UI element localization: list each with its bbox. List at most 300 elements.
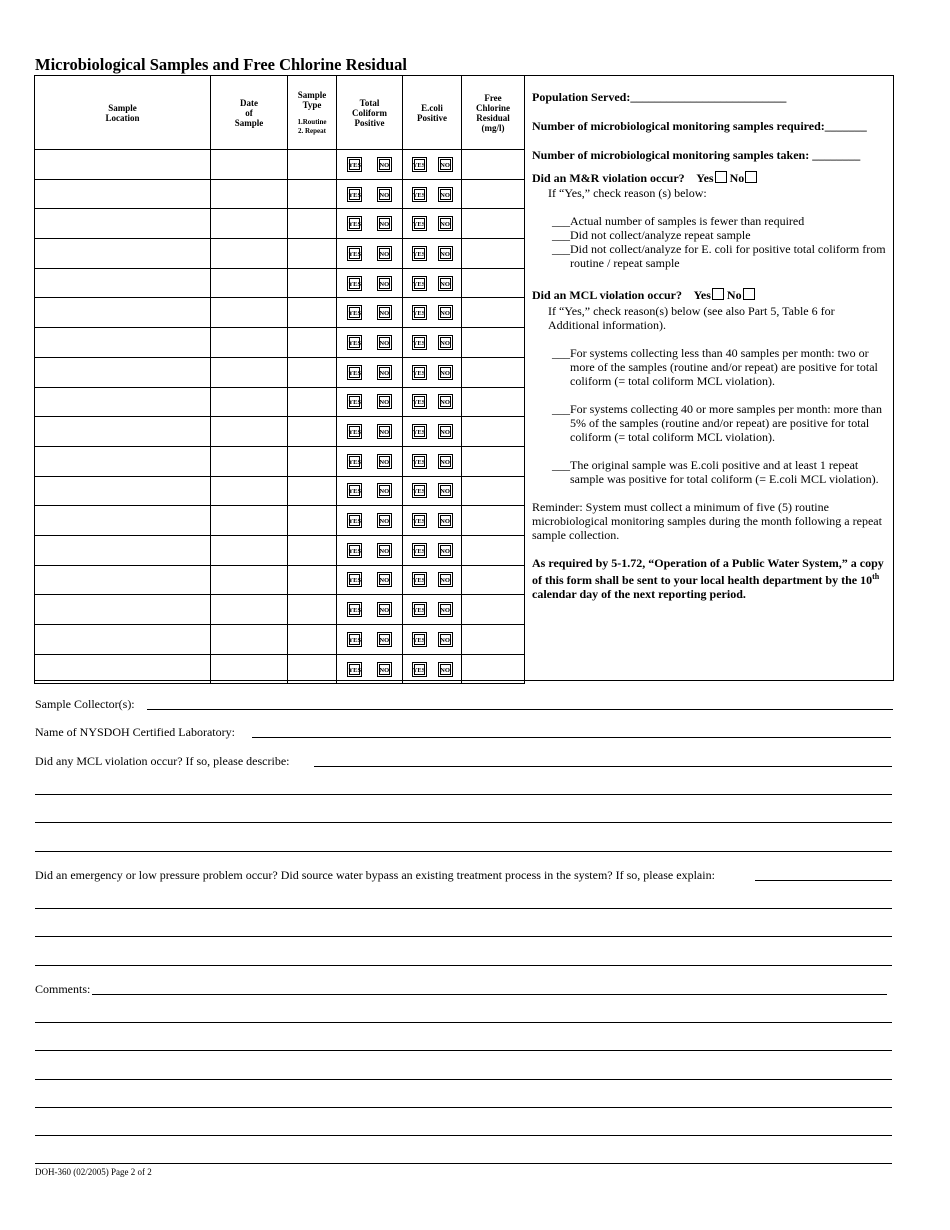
- ecoli-options: [403, 335, 461, 350]
- chlorine-residual-cell[interactable]: [462, 298, 525, 328]
- sample-type-cell[interactable]: [288, 565, 337, 595]
- reminder-text: Reminder: System must collect a minimum of five (5) routine microbiological monitoring samples during the month following a repeat sample collection.: [532, 500, 882, 542]
- mr-question-text: Did an M&R violation occur?: [532, 171, 685, 185]
- sample-type-cell[interactable]: [288, 179, 337, 209]
- table-row: [35, 476, 525, 506]
- chlorine-residual-cell[interactable]: [462, 239, 525, 269]
- total-coliform-cell: [337, 476, 403, 506]
- total-coliform-no-checkbox[interactable]: NO: [377, 572, 392, 587]
- ecoli-cell: [403, 506, 462, 536]
- mr-reason[interactable]: ___Did not collect/analyze for E. coli for positive total coliform from routine / repeat sample: [552, 242, 886, 270]
- mcl-reason[interactable]: ___For systems collecting less than 40 samples per month: two or more of the samples (routine and/or repeat) are positive for total coliform (= total coliform MCL violation).: [552, 346, 878, 388]
- ecoli-options: [403, 513, 461, 528]
- chlorine-residual-cell[interactable]: [462, 446, 525, 476]
- ecoli-cell: [403, 298, 462, 328]
- sample-location-cell[interactable]: [35, 654, 211, 684]
- ecoli-no-checkbox[interactable]: NO: [438, 662, 453, 677]
- chlorine-residual-cell[interactable]: [462, 565, 525, 595]
- comments-input-line[interactable]: [35, 1079, 892, 1080]
- total-coliform-no-checkbox[interactable]: NO: [377, 454, 392, 469]
- sample-date-cell[interactable]: [211, 328, 288, 358]
- mr-reason[interactable]: ___Did not collect/analyze repeat sample: [552, 228, 751, 242]
- sample-date-cell[interactable]: [211, 654, 288, 684]
- total-coliform-no-checkbox[interactable]: NO: [377, 157, 392, 172]
- table-row: [35, 417, 525, 447]
- table-row: [35, 328, 525, 358]
- sample-date-cell[interactable]: [211, 565, 288, 595]
- ecoli-cell: [403, 268, 462, 298]
- ecoli-cell: [403, 654, 462, 684]
- total-coliform-yes-checkbox[interactable]: YES: [347, 572, 362, 587]
- total-coliform-cell: [337, 625, 403, 655]
- sample-type-cell[interactable]: [288, 268, 337, 298]
- ecoli-options: [403, 187, 461, 202]
- mr-reason[interactable]: ___Actual number of samples is fewer than required: [552, 214, 805, 228]
- sample-type-cell[interactable]: [288, 595, 337, 625]
- total-coliform-cell: [337, 150, 403, 180]
- collector-input-line[interactable]: [147, 709, 893, 710]
- total-coliform-no-checkbox[interactable]: NO: [377, 305, 392, 320]
- ecoli-yes-checkbox[interactable]: YES: [412, 483, 427, 498]
- sample-location-cell[interactable]: [35, 476, 211, 506]
- sample-date-cell[interactable]: [211, 150, 288, 180]
- header-text: Free: [484, 92, 502, 103]
- total-coliform-cell: [337, 298, 403, 328]
- sample-date-cell[interactable]: [211, 387, 288, 417]
- total-coliform-options: [337, 365, 402, 380]
- sample-date-cell[interactable]: [211, 506, 288, 536]
- samples-required-field[interactable]: Number of microbiological monitoring samples required:_______: [532, 119, 867, 133]
- laboratory-label: Name of NYSDOH Certified Laboratory:: [35, 725, 235, 739]
- comments-input-line[interactable]: [92, 994, 887, 995]
- total-coliform-options: [337, 246, 402, 261]
- sample-type-cell[interactable]: [288, 535, 337, 565]
- header-option: 2. Repeat: [298, 126, 326, 135]
- header-sample-location: [35, 76, 211, 150]
- total-coliform-cell: [337, 268, 403, 298]
- ecoli-yes-checkbox[interactable]: YES: [412, 454, 427, 469]
- header-text: E.coli: [421, 102, 443, 113]
- comments-input-line[interactable]: [35, 1163, 892, 1164]
- ecoli-options: [403, 305, 461, 320]
- ecoli-options: [403, 483, 461, 498]
- chlorine-residual-cell[interactable]: [462, 625, 525, 655]
- ecoli-yes-checkbox[interactable]: YES: [412, 216, 427, 231]
- total-coliform-options: [337, 602, 402, 617]
- sample-location-cell[interactable]: [35, 328, 211, 358]
- header-chlorine: [462, 76, 525, 150]
- ecoli-options: [403, 276, 461, 291]
- total-coliform-no-checkbox[interactable]: NO: [377, 394, 392, 409]
- total-coliform-cell: [337, 565, 403, 595]
- chlorine-residual-cell[interactable]: [462, 417, 525, 447]
- emergency-label: Did an emergency or low pressure problem occur? Did source water bypass an existing treatment process in the system? If so, please explain:: [35, 868, 715, 882]
- total-coliform-options: [337, 216, 402, 231]
- sample-location-cell[interactable]: [35, 239, 211, 269]
- header-text: Total: [359, 97, 380, 108]
- laboratory-input-line[interactable]: [252, 737, 891, 738]
- total-coliform-options: [337, 543, 402, 558]
- table-row: [35, 506, 525, 536]
- ecoli-cell: [403, 595, 462, 625]
- header-text: of: [245, 107, 253, 118]
- chlorine-residual-cell[interactable]: [462, 268, 525, 298]
- total-coliform-yes-checkbox[interactable]: YES: [347, 216, 362, 231]
- sample-date-cell[interactable]: [211, 239, 288, 269]
- ecoli-cell: [403, 150, 462, 180]
- total-coliform-no-checkbox[interactable]: NO: [377, 513, 392, 528]
- header-text: Location: [105, 112, 140, 123]
- ecoli-yes-checkbox[interactable]: YES: [412, 246, 427, 261]
- instructions-panel: [532, 84, 887, 601]
- total-coliform-yes-checkbox[interactable]: YES: [347, 365, 362, 380]
- comments-input-line[interactable]: [35, 1135, 892, 1136]
- sample-type-cell[interactable]: [288, 476, 337, 506]
- total-coliform-no-checkbox[interactable]: NO: [377, 216, 392, 231]
- total-coliform-no-checkbox[interactable]: NO: [377, 365, 392, 380]
- ecoli-no-checkbox[interactable]: NO: [438, 513, 453, 528]
- ecoli-options: [403, 424, 461, 439]
- total-coliform-options: [337, 394, 402, 409]
- total-coliform-yes-checkbox[interactable]: YES: [347, 602, 362, 617]
- collector-label: Sample Collector(s):: [35, 697, 135, 711]
- ecoli-cell: [403, 239, 462, 269]
- table-row: [35, 446, 525, 476]
- ecoli-no-checkbox[interactable]: NO: [438, 246, 453, 261]
- mr-yes-label: Yes: [696, 171, 714, 185]
- header-text: Positive: [417, 112, 447, 123]
- mcl-describe-input-line[interactable]: [35, 794, 892, 795]
- total-coliform-yes-checkbox[interactable]: YES: [347, 187, 362, 202]
- ecoli-yes-checkbox[interactable]: YES: [412, 543, 427, 558]
- total-coliform-no-checkbox[interactable]: NO: [377, 187, 392, 202]
- total-coliform-yes-checkbox[interactable]: YES: [347, 394, 362, 409]
- ecoli-yes-checkbox[interactable]: YES: [412, 632, 427, 647]
- chlorine-residual-cell[interactable]: [462, 535, 525, 565]
- chlorine-residual-cell[interactable]: [462, 209, 525, 239]
- form-footer: DOH-360 (02/2005) Page 2 of 2: [35, 1167, 152, 1177]
- total-coliform-yes-checkbox[interactable]: YES: [347, 305, 362, 320]
- sample-type-cell[interactable]: [288, 150, 337, 180]
- table-row: [35, 209, 525, 239]
- table-row: [35, 654, 525, 684]
- sample-date-cell[interactable]: [211, 179, 288, 209]
- sample-type-cell[interactable]: [288, 506, 337, 536]
- ecoli-no-checkbox[interactable]: NO: [438, 157, 453, 172]
- sample-date-cell[interactable]: [211, 476, 288, 506]
- ecoli-yes-checkbox[interactable]: YES: [412, 572, 427, 587]
- total-coliform-cell: [337, 506, 403, 536]
- header-text: Chlorine: [475, 102, 510, 113]
- chlorine-residual-cell[interactable]: [462, 179, 525, 209]
- ecoli-no-checkbox[interactable]: NO: [438, 216, 453, 231]
- mcl-violation-question: [532, 288, 887, 302]
- total-coliform-no-checkbox[interactable]: NO: [377, 335, 392, 350]
- mcl-describe-label: Did any MCL violation occur? If so, please describe:: [35, 754, 290, 768]
- total-coliform-cell: [337, 357, 403, 387]
- mr-violation-question: [532, 171, 887, 185]
- required-note-text: As required by 5-1.72, “Operation of a Public Water System,” a copy of this form shall be sent to your local health department by the 10: [532, 556, 884, 587]
- sample-location-cell[interactable]: [35, 268, 211, 298]
- samples-taken-field[interactable]: Number of microbiological monitoring samples taken: ________: [532, 148, 861, 162]
- mcl-describe-input-line[interactable]: [35, 851, 892, 852]
- ecoli-options: [403, 543, 461, 558]
- total-coliform-options: [337, 483, 402, 498]
- table-row: [35, 268, 525, 298]
- ecoli-options: [403, 602, 461, 617]
- total-coliform-yes-checkbox[interactable]: YES: [347, 454, 362, 469]
- ecoli-yes-checkbox[interactable]: YES: [412, 513, 427, 528]
- sample-date-cell[interactable]: [211, 417, 288, 447]
- ecoli-yes-checkbox[interactable]: YES: [412, 365, 427, 380]
- samples-table: [34, 75, 525, 684]
- sample-location-cell[interactable]: [35, 446, 211, 476]
- total-coliform-options: [337, 187, 402, 202]
- ecoli-options: [403, 216, 461, 231]
- ecoli-options: [403, 662, 461, 677]
- sample-location-cell[interactable]: [35, 565, 211, 595]
- total-coliform-cell: [337, 239, 403, 269]
- sample-type-cell[interactable]: [288, 625, 337, 655]
- total-coliform-no-checkbox[interactable]: NO: [377, 424, 392, 439]
- mcl-reason[interactable]: ___For systems collecting 40 or more samples per month: more than 5% of the samples (routine and/or repeat) are positive for total coliform (= total coliform MCL violation).: [552, 402, 882, 444]
- ecoli-options: [403, 394, 461, 409]
- ecoli-no-checkbox[interactable]: NO: [438, 187, 453, 202]
- mr-yes-checkbox[interactable]: [715, 171, 727, 183]
- sample-location-cell[interactable]: [35, 150, 211, 180]
- total-coliform-cell: [337, 417, 403, 447]
- header-text: Positive: [354, 117, 385, 128]
- sample-location-cell[interactable]: [35, 209, 211, 239]
- mcl-describe-input-line[interactable]: [314, 766, 892, 767]
- sample-date-cell[interactable]: [211, 625, 288, 655]
- mcl-instruction: If “Yes,” check reason(s) below (see also Part 5, Table 6 for Additional information).: [548, 304, 835, 332]
- total-coliform-yes-checkbox[interactable]: YES: [347, 276, 362, 291]
- sample-location-cell[interactable]: [35, 387, 211, 417]
- comments-input-line[interactable]: [35, 1050, 892, 1051]
- chlorine-residual-cell[interactable]: [462, 387, 525, 417]
- ecoli-no-checkbox[interactable]: NO: [438, 276, 453, 291]
- table-row: [35, 565, 525, 595]
- sample-type-cell[interactable]: [288, 387, 337, 417]
- total-coliform-options: [337, 454, 402, 469]
- ecoli-yes-checkbox[interactable]: YES: [412, 157, 427, 172]
- header-total-coliform: [337, 76, 403, 150]
- ecoli-yes-checkbox[interactable]: YES: [412, 424, 427, 439]
- sample-date-cell[interactable]: [211, 595, 288, 625]
- ecoli-cell: [403, 417, 462, 447]
- header-option: 1.Routine: [297, 117, 327, 126]
- total-coliform-yes-checkbox[interactable]: YES: [347, 483, 362, 498]
- emergency-input-line[interactable]: [35, 936, 892, 937]
- ecoli-cell: [403, 179, 462, 209]
- table-row: [35, 357, 525, 387]
- ecoli-no-checkbox[interactable]: NO: [438, 454, 453, 469]
- total-coliform-options: [337, 305, 402, 320]
- ecoli-cell: [403, 357, 462, 387]
- total-coliform-cell: [337, 535, 403, 565]
- ecoli-options: [403, 246, 461, 261]
- sample-location-cell[interactable]: [35, 417, 211, 447]
- mcl-question-text: Did an MCL violation occur?: [532, 288, 683, 302]
- ecoli-cell: [403, 625, 462, 655]
- ecoli-no-checkbox[interactable]: NO: [438, 543, 453, 558]
- total-coliform-yes-checkbox[interactable]: YES: [347, 335, 362, 350]
- ecoli-yes-checkbox[interactable]: YES: [412, 187, 427, 202]
- sample-date-cell[interactable]: [211, 535, 288, 565]
- total-coliform-no-checkbox[interactable]: NO: [377, 483, 392, 498]
- ecoli-options: [403, 365, 461, 380]
- total-coliform-yes-checkbox[interactable]: YES: [347, 246, 362, 261]
- chlorine-residual-cell[interactable]: [462, 654, 525, 684]
- chlorine-residual-cell[interactable]: [462, 476, 525, 506]
- ecoli-no-checkbox[interactable]: NO: [438, 483, 453, 498]
- ecoli-no-checkbox[interactable]: NO: [438, 335, 453, 350]
- ecoli-cell: [403, 476, 462, 506]
- ecoli-no-checkbox[interactable]: NO: [438, 632, 453, 647]
- ecoli-options: [403, 157, 461, 172]
- comments-input-line[interactable]: [35, 1107, 892, 1108]
- header-text: Sample: [108, 102, 137, 113]
- mr-instruction: If “Yes,” check reason (s) below:: [548, 186, 707, 200]
- header-ecoli: [403, 76, 462, 150]
- ecoli-yes-checkbox[interactable]: YES: [412, 305, 427, 320]
- header-date: [211, 76, 288, 150]
- sample-type-cell[interactable]: [288, 446, 337, 476]
- emergency-input-line[interactable]: [35, 965, 892, 966]
- total-coliform-no-checkbox[interactable]: NO: [377, 632, 392, 647]
- mcl-yes-label: Yes: [693, 288, 711, 302]
- ecoli-no-checkbox[interactable]: NO: [438, 305, 453, 320]
- total-coliform-yes-checkbox[interactable]: YES: [347, 632, 362, 647]
- mcl-reason[interactable]: ___The original sample was E.coli positive and at least 1 repeat sample was positive for total coliform (= E.coli MCL violation).: [552, 458, 879, 486]
- chlorine-residual-cell[interactable]: [462, 150, 525, 180]
- sample-type-cell[interactable]: [288, 298, 337, 328]
- total-coliform-no-checkbox[interactable]: NO: [377, 276, 392, 291]
- header-sample-type: [288, 76, 337, 150]
- ecoli-cell: [403, 209, 462, 239]
- ecoli-yes-checkbox[interactable]: YES: [412, 276, 427, 291]
- total-coliform-no-checkbox[interactable]: NO: [377, 602, 392, 617]
- sample-date-cell[interactable]: [211, 298, 288, 328]
- emergency-input-line[interactable]: [755, 880, 892, 881]
- total-coliform-options: [337, 662, 402, 677]
- sample-type-cell[interactable]: [288, 328, 337, 358]
- sample-location-cell[interactable]: [35, 506, 211, 536]
- total-coliform-options: [337, 157, 402, 172]
- total-coliform-options: [337, 572, 402, 587]
- chlorine-residual-cell[interactable]: [462, 328, 525, 358]
- sample-location-cell[interactable]: [35, 595, 211, 625]
- population-served-field[interactable]: Population Served:__________________________: [532, 90, 787, 104]
- sample-date-cell[interactable]: [211, 268, 288, 298]
- header-text: Residual: [476, 112, 510, 123]
- ecoli-no-checkbox[interactable]: NO: [438, 394, 453, 409]
- sample-location-cell[interactable]: [35, 535, 211, 565]
- chlorine-residual-cell[interactable]: [462, 595, 525, 625]
- header-text: Sample: [297, 89, 327, 100]
- table-row: [35, 387, 525, 417]
- sample-date-cell[interactable]: [211, 357, 288, 387]
- total-coliform-yes-checkbox[interactable]: YES: [347, 662, 362, 677]
- mcl-no-label: No: [726, 288, 742, 302]
- total-coliform-no-checkbox[interactable]: NO: [377, 246, 392, 261]
- sample-type-cell[interactable]: [288, 357, 337, 387]
- sample-location-cell[interactable]: [35, 298, 211, 328]
- ecoli-options: [403, 632, 461, 647]
- total-coliform-yes-checkbox[interactable]: YES: [347, 157, 362, 172]
- ecoli-cell: [403, 535, 462, 565]
- total-coliform-no-checkbox[interactable]: NO: [377, 662, 392, 677]
- total-coliform-cell: [337, 387, 403, 417]
- header-text: Type: [302, 99, 322, 110]
- mr-no-checkbox[interactable]: [745, 171, 757, 183]
- ecoli-yes-checkbox[interactable]: YES: [412, 394, 427, 409]
- mcl-no-checkbox[interactable]: [743, 288, 755, 300]
- total-coliform-cell: [337, 328, 403, 358]
- total-coliform-no-checkbox[interactable]: NO: [377, 543, 392, 558]
- sample-location-cell[interactable]: [35, 179, 211, 209]
- sample-location-cell[interactable]: [35, 357, 211, 387]
- ecoli-yes-checkbox[interactable]: YES: [412, 662, 427, 677]
- sample-type-cell[interactable]: [288, 654, 337, 684]
- header-text: (mg/l): [481, 122, 505, 133]
- ecoli-cell: [403, 387, 462, 417]
- header-text: Date: [240, 97, 258, 108]
- sample-type-cell[interactable]: [288, 209, 337, 239]
- total-coliform-cell: [337, 179, 403, 209]
- emergency-input-line[interactable]: [35, 908, 892, 909]
- ecoli-yes-checkbox[interactable]: YES: [412, 335, 427, 350]
- sample-type-cell[interactable]: [288, 417, 337, 447]
- mcl-describe-input-line[interactable]: [35, 822, 892, 823]
- total-coliform-yes-checkbox[interactable]: YES: [347, 513, 362, 528]
- total-coliform-options: [337, 276, 402, 291]
- required-note: [532, 556, 887, 601]
- mcl-yes-checkbox[interactable]: [712, 288, 724, 300]
- sample-date-cell[interactable]: [211, 446, 288, 476]
- total-coliform-cell: [337, 446, 403, 476]
- total-coliform-yes-checkbox[interactable]: YES: [347, 424, 362, 439]
- total-coliform-cell: [337, 654, 403, 684]
- ecoli-no-checkbox[interactable]: NO: [438, 572, 453, 587]
- sample-type-cell[interactable]: [288, 239, 337, 269]
- ecoli-no-checkbox[interactable]: NO: [438, 365, 453, 380]
- comments-input-line[interactable]: [35, 1022, 892, 1023]
- ecoli-options: [403, 454, 461, 469]
- table-row: [35, 150, 525, 180]
- table-row: [35, 239, 525, 269]
- total-coliform-yes-checkbox[interactable]: YES: [347, 543, 362, 558]
- ecoli-cell: [403, 446, 462, 476]
- ecoli-no-checkbox[interactable]: NO: [438, 602, 453, 617]
- total-coliform-cell: [337, 209, 403, 239]
- sample-location-cell[interactable]: [35, 625, 211, 655]
- chlorine-residual-cell[interactable]: [462, 357, 525, 387]
- comments-label: Comments:: [35, 982, 91, 996]
- table-row: [35, 535, 525, 565]
- mr-no-label: No: [729, 171, 745, 185]
- required-note-text: calendar day of the next reporting period.: [532, 587, 746, 601]
- total-coliform-options: [337, 513, 402, 528]
- ecoli-cell: [403, 328, 462, 358]
- header-text: Sample: [234, 117, 264, 128]
- ecoli-options: [403, 572, 461, 587]
- ecoli-no-checkbox[interactable]: NO: [438, 424, 453, 439]
- sample-date-cell[interactable]: [211, 209, 288, 239]
- chlorine-residual-cell[interactable]: [462, 506, 525, 536]
- ecoli-yes-checkbox[interactable]: YES: [412, 602, 427, 617]
